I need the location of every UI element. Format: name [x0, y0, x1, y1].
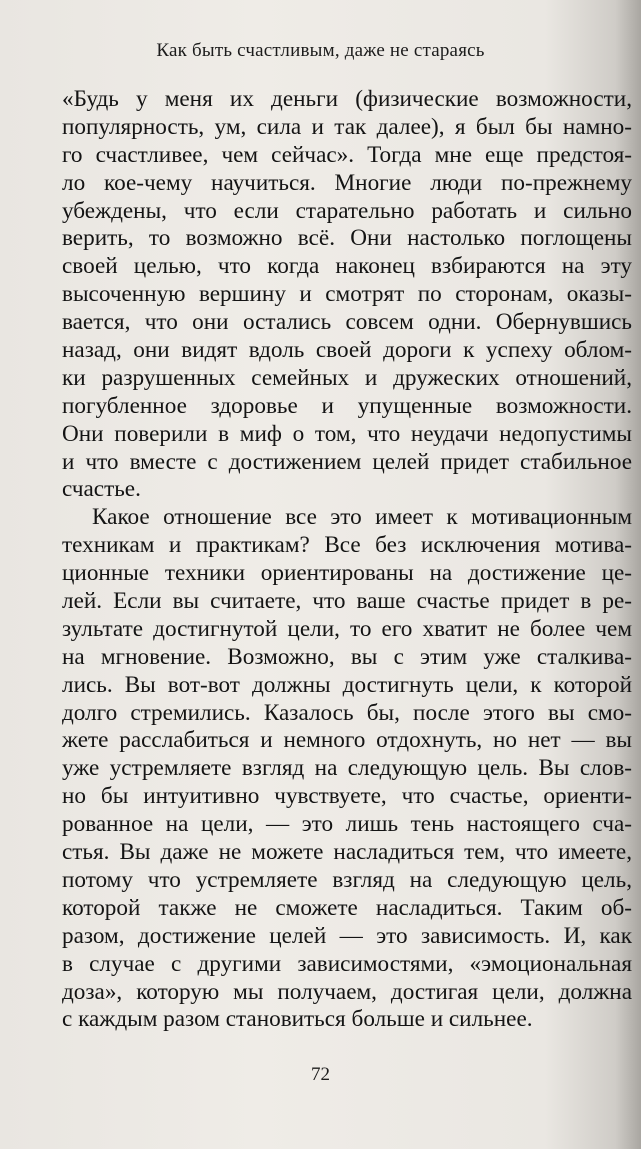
text-line: разом, достижение целей — это зависимость. И, как: [62, 922, 632, 949]
text-line: высоченную вершину и смотрят по сторонам, оказы-: [62, 281, 632, 308]
text-line: лись. Вы вот-вот должны достигнуть цели, к которой: [62, 671, 632, 698]
text-line: популярность, ум, сила и так далее), я был бы намно-: [62, 113, 632, 140]
text-line: Какое отношение все это имеет к мотивационным: [92, 504, 632, 531]
text-line: которой также не сможете насладиться. Таким об-: [62, 894, 632, 921]
text-line: ло кое-чему научиться. Многие люди по-прежнему: [62, 169, 632, 196]
text-line: зультате достигнутой цели, то его хватит не более чем: [62, 615, 632, 642]
text-line: техникам и практикам? Все без исключения мотива-: [62, 532, 632, 559]
page-number: 72: [311, 1064, 330, 1085]
running-header: Как быть счастливым, даже не стараясь: [156, 40, 485, 61]
text-line: с каждым разом становиться больше и сильнее.: [62, 1006, 533, 1033]
text-line: го счастливее, чем сейчас». Тогда мне еще предстоя-: [62, 141, 632, 168]
text-line: Они поверили в миф о том, что неудачи недопустимы: [62, 420, 632, 447]
text-line: лей. Если вы считаете, что ваше счастье придет в ре-: [62, 588, 632, 615]
text-line: погубленное здоровье и упущенные возможности.: [62, 392, 632, 419]
paragraph-1: [62, 86, 632, 504]
text-line: но бы интуитивно чувствуете, что счастье, ориенти-: [62, 783, 632, 810]
text-line: доза», которую мы получаем, достигая цели, должна: [62, 978, 632, 1005]
text-line: «Будь у меня их деньги (физические возможности,: [62, 86, 632, 112]
text-line: назад, они видят вдоль своей дороги к успеху облом-: [62, 337, 632, 364]
text-line: в случае с другими зависимостями, «эмоциональная: [62, 950, 632, 977]
text-line: и что вместе с достижением целей придет стабильное: [62, 448, 632, 475]
text-line: верить, то возможно всё. Они настолько поглощены: [62, 225, 632, 252]
text-line: на мгновение. Возможно, вы с этим уже сталкива-: [62, 643, 632, 670]
text-line: потому что устремляете взгляд на следующую цель,: [62, 866, 632, 893]
text-line: стья. Вы даже не можете насладиться тем, что имеете,: [62, 839, 632, 866]
text-line: ционные техники ориентированы на достижение це-: [62, 560, 632, 587]
text-line: долго стремились. Казалось бы, после этого вы смо-: [62, 699, 632, 726]
text-line: счастье.: [62, 476, 141, 503]
text-line: своей целью, что когда наконец взбираются на эту: [62, 253, 632, 280]
body-text: [62, 86, 632, 1034]
text-line: рованное на цели, — это лишь тень настоящего сча-: [62, 811, 632, 838]
text-line: вается, что они остались совсем одни. Обернувшись: [62, 309, 632, 336]
text-line: уже устремляете взгляд на следующую цель. Вы слов-: [62, 755, 632, 782]
text-line: жете расслабиться и немного отдохнуть, но нет — вы: [62, 727, 632, 754]
paragraph-2: [62, 504, 632, 1034]
text-line: убеждены, что если старательно работать и сильно: [62, 197, 632, 224]
text-line: ки разрушенных семейных и дружеских отношений,: [62, 364, 632, 391]
